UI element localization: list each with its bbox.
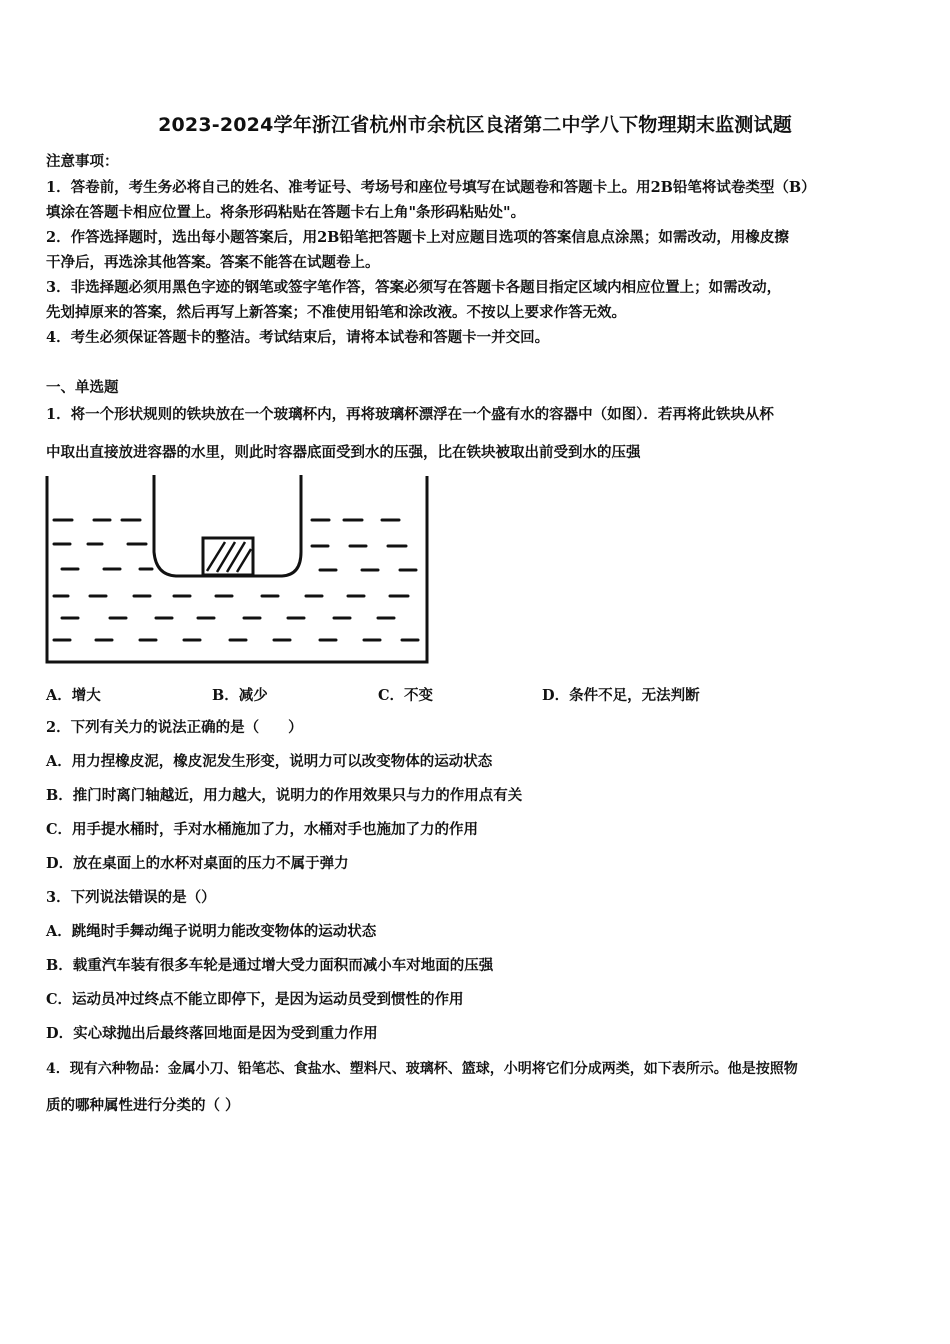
q1-option-c: C．不变 [378, 687, 434, 704]
notice-line: 先划掉原来的答案，然后再写上新答案；不准使用铅笔和涂改液。不按以上要求作答无效。 [46, 304, 626, 321]
q2-option-a: A．用力捏橡皮泥，橡皮泥发生形变，说明力可以改变物体的运动状态 [46, 753, 493, 770]
q4-stem-line1: 4．现有六种物品：金属小刀、铅笔芯、食盐水、塑料尺、玻璃杯、篮球，小明将它们分成两类，如下表所示。他是按照物 [46, 1061, 798, 1077]
q1-stem-line1: 1．将一个形状规则的铁块放在一个玻璃杯内，再将玻璃杯漂浮在一个盛有水的容器中（如图）．若再将此铁块从杯 [46, 406, 774, 423]
notice-line: 填涂在答题卡相应位置上。将条形码粘贴在答题卡右上角"条形码粘贴处"。 [46, 204, 526, 221]
q2-option-c: C．用手提水桶时，手对水桶施加了力，水桶对手也施加了力的作用 [46, 821, 479, 838]
q1-option-b: B．减少 [212, 687, 268, 704]
page-title: 2023-2024学年浙江省杭州市余杭区良渚第二中学八下物理期末监测试题 [158, 114, 792, 136]
q4-stem-line2: 质的哪种属性进行分类的（ ） [46, 1097, 240, 1114]
q1-option-d: D．条件不足，无法判断 [542, 687, 700, 704]
notice-line: 干净后，再选涂其他答案。答案不能答在试题卷上。 [46, 254, 380, 271]
q3-option-d: D．实心球抛出后最终落回地面是因为受到重力作用 [46, 1025, 378, 1042]
q3-option-b: B．载重汽车装有很多车轮是通过增大受力面积而减小车对地面的压强 [46, 957, 494, 974]
q3-option-a: A．跳绳时手舞动绳子说明力能改变物体的运动状态 [46, 923, 377, 940]
notice-line: 3．非选择题必须用黑色字迹的钢笔或签字笔作答，答案必须写在答题卡各题目指定区域内相应位置上；如需改动， [46, 279, 782, 296]
q1-options [46, 684, 916, 704]
q2-option-d: D．放在桌面上的水杯对桌面的压力不属于弹力 [46, 855, 349, 872]
notice-line: 4．考生必须保证答题卡的整洁。考试结束后，请将本试卷和答题卡一并交回。 [46, 329, 550, 346]
q1-option-a: A．增大 [46, 687, 101, 704]
section-heading: 一、单选题 [46, 379, 119, 396]
q3-stem: 3．下列说法错误的是（） [46, 889, 216, 906]
q2-stem: 2．下列有关力的说法正确的是（ ） [46, 719, 303, 736]
q2-option-b: B．推门时离门轴越近，用力越大，说明力的作用效果只与力的作用点有关 [46, 787, 523, 804]
q1-stem-line2: 中取出直接放进容器的水里，则此时容器底面受到水的压强，比在铁块被取出前受到水的压强 [46, 444, 641, 461]
notice-line: 1．答卷前，考生务必将自己的姓名、准考证号、考场号和座位号填写在试题卷和答题卡上。用2B铅笔将试卷类型（B） [46, 179, 816, 196]
notice-heading: 注意事项： [46, 153, 119, 170]
q1-figure-container-diagram [44, 472, 434, 672]
container-diagram [44, 472, 434, 668]
notice-line: 2．作答选择题时，选出每小题答案后，用2B铅笔把答题卡上对应题目选项的答案信息点涂黑；如需改动，用橡皮擦 [46, 229, 789, 246]
q3-option-c: C．运动员冲过终点不能立即停下，是因为运动员受到惯性的作用 [46, 991, 464, 1008]
